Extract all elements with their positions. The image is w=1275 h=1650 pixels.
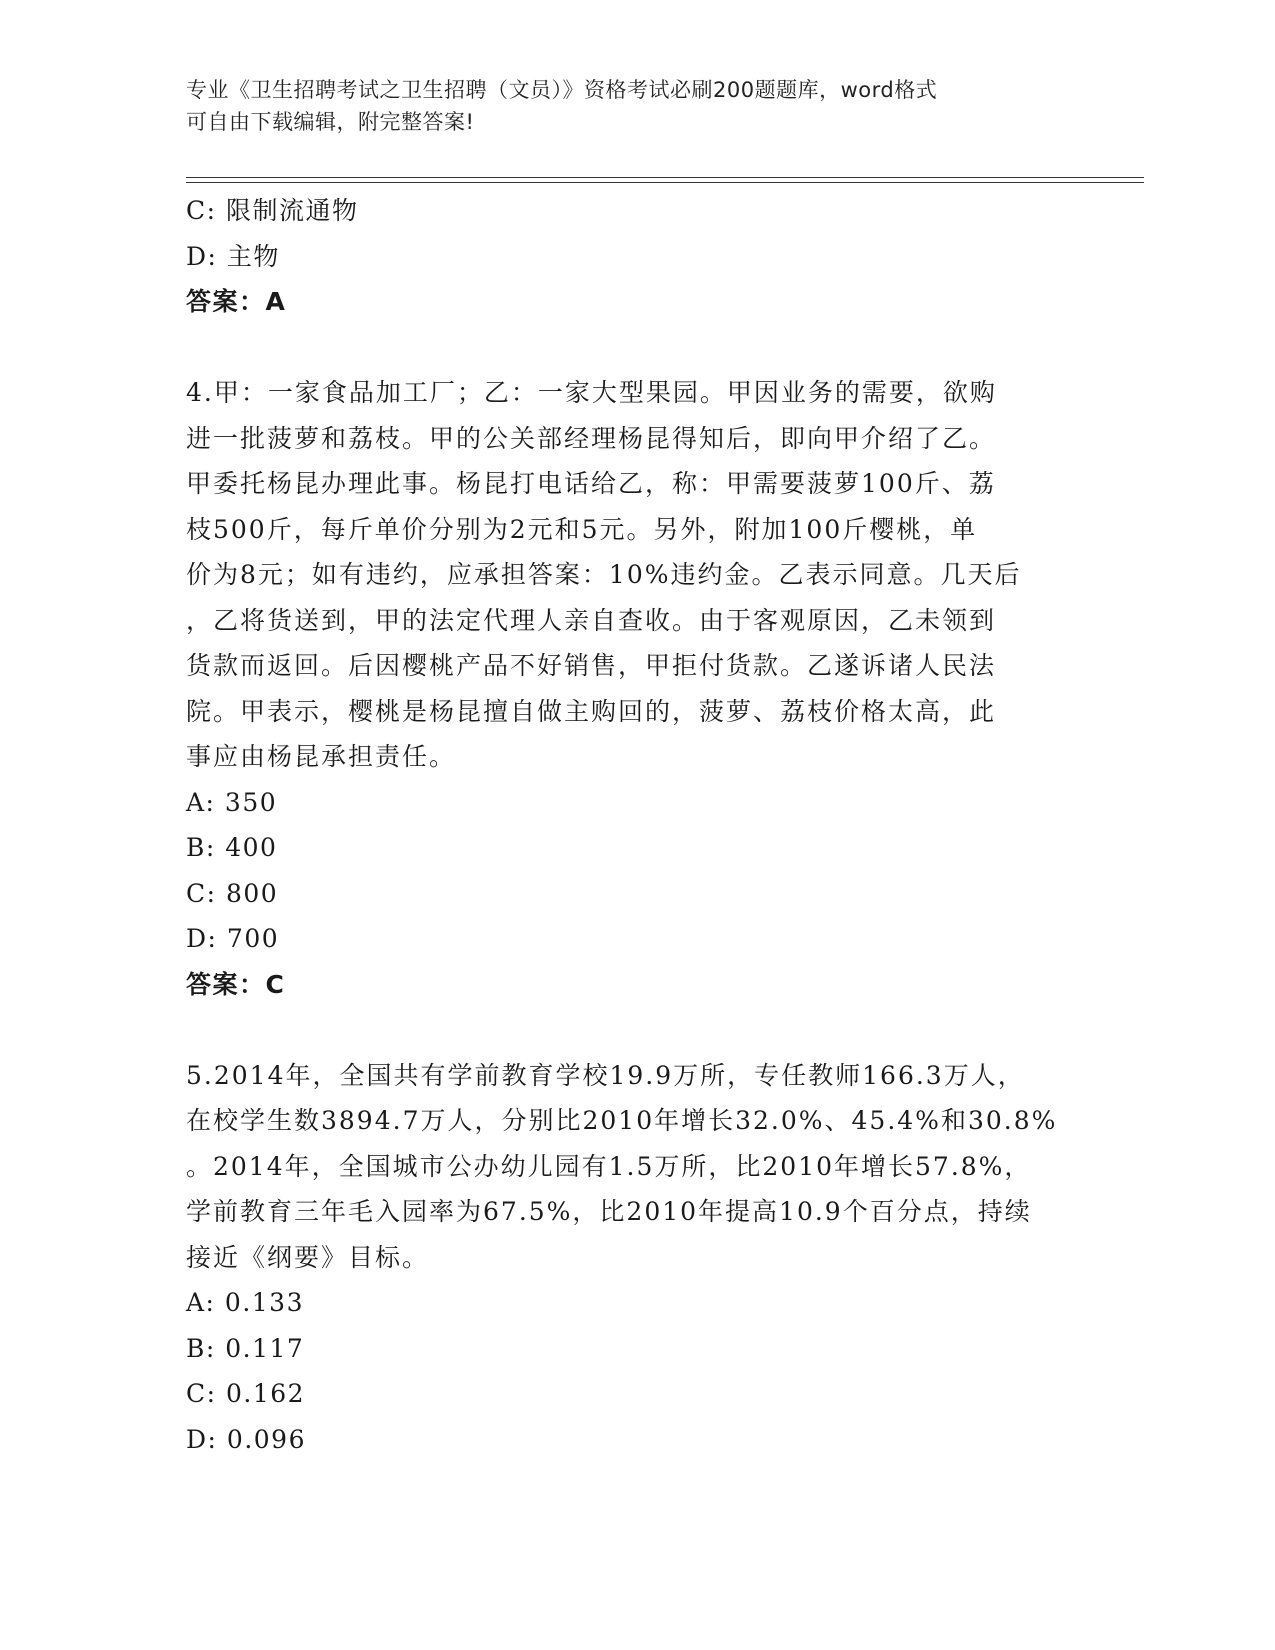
header-divider-bottom bbox=[186, 182, 1144, 183]
question-text-line: 在校学生数3894.7万人，分别比2010年增长32.0%、45.4%和30.8% bbox=[186, 1106, 1058, 1135]
question-5 bbox=[186, 1053, 1086, 1463]
question-4 bbox=[186, 370, 1086, 1007]
option-d: D: 主物 bbox=[186, 241, 280, 271]
document-header bbox=[186, 74, 1066, 138]
question-3-tail bbox=[186, 188, 1086, 325]
option-a: A: 350 bbox=[186, 787, 278, 817]
option-b: B: 400 bbox=[186, 833, 278, 862]
question-text-line: 院。甲表示，樱桃是杨昆擅自做主购回的，菠萝、荔枝价格太高，此 bbox=[186, 696, 997, 726]
option-b: B: 0.117 bbox=[186, 1333, 305, 1363]
option-c: C: 0.162 bbox=[186, 1379, 306, 1408]
spacer bbox=[186, 325, 1086, 371]
question-text-line: 接近《纲要》目标。 bbox=[186, 1242, 430, 1272]
question-text-line: 学前教育三年毛入园率为67.5%，比2010年提高10.9个百分点，持续 bbox=[186, 1197, 1032, 1226]
question-text-line: 价为8元；如有违约，应承担答案：10%违约金。乙表示同意。几天后 bbox=[186, 560, 1022, 589]
option-d: D: 0.096 bbox=[186, 1424, 306, 1454]
option-c: C: 800 bbox=[186, 878, 279, 908]
question-text-line: 事应由杨昆承担责任。 bbox=[186, 742, 457, 771]
header-divider-top bbox=[186, 177, 1144, 178]
answer-line: 答案：A bbox=[186, 287, 287, 316]
header-title-line-2: 可自由下载编辑，附完整答案! bbox=[186, 110, 475, 134]
question-text-line: 进一批菠萝和荔枝。甲的公关部经理杨昆得知后，即向甲介绍了乙。 bbox=[186, 423, 997, 453]
question-text-line: 甲委托杨昆办理此事。杨昆打电话给乙，称：甲需要菠萝100斤、荔 bbox=[186, 469, 996, 498]
question-text-line: 货款而返回。后因樱桃产品不好销售，甲拒付货款。乙遂诉诸人民法 bbox=[186, 651, 997, 680]
question-text-line: ，乙将货送到，甲的法定代理人亲自查收。由于客观原因，乙未领到 bbox=[186, 605, 997, 635]
question-text-line: 4.甲：一家食品加工厂；乙：一家大型果园。甲因业务的需要，欲购 bbox=[186, 378, 997, 407]
question-text-line: 枝500斤，每斤单价分别为2元和5元。另外，附加100斤樱桃，单 bbox=[186, 514, 978, 544]
question-text-line: 。2014年，全国城市公办幼儿园有1.5万所，比2010年增长57.8%， bbox=[186, 1151, 1032, 1181]
option-c: C: 限制流通物 bbox=[186, 196, 359, 225]
answer-line: 答案：C bbox=[186, 969, 286, 999]
question-text-line: 5.2014年，全国共有学前教育学校19.9万所，专任教师166.3万人， bbox=[186, 1060, 1025, 1090]
option-a: A: 0.133 bbox=[186, 1288, 304, 1317]
option-d: D: 700 bbox=[186, 924, 280, 953]
document-body bbox=[186, 188, 1086, 1462]
header-title-line-1: 专业《卫生招聘考试之卫生招聘（文员）》资格考试必刷200题题库，word格式 bbox=[186, 78, 938, 102]
spacer bbox=[186, 1007, 1086, 1053]
